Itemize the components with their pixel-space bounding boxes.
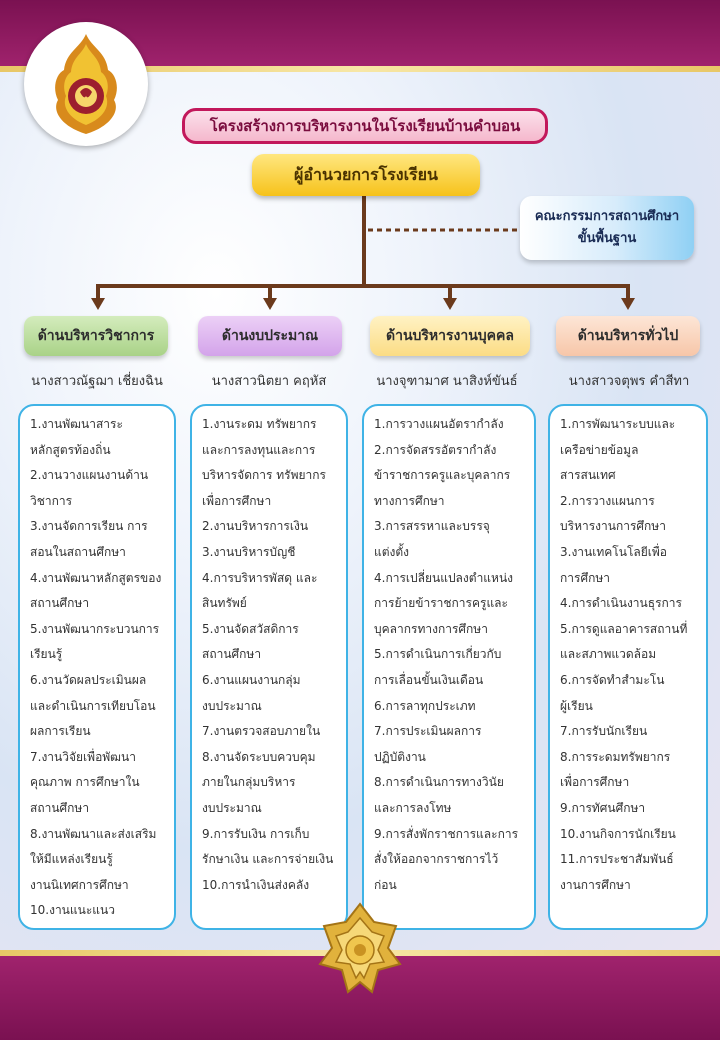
dept-item-line: 6.การจัดทำสำมะโน xyxy=(560,672,665,687)
dept-academic-panel xyxy=(18,404,176,930)
dept-item-line: 10.การนำเงินส่งคลัง xyxy=(202,877,310,892)
dept-general-panel xyxy=(548,404,708,930)
page-title: โครงสร้างการบริหารงานในโรงเรียนบ้านคำบอน xyxy=(182,108,548,144)
dept-item-line: 6.งานแผนงานกลุ่ม xyxy=(202,672,301,687)
dept-item-line: ก่อน xyxy=(374,877,397,892)
dept-item-line: และดำเนินการเทียบโอน xyxy=(30,698,156,713)
dept-item-line: 7.งานตรวจสอบภายใน xyxy=(202,724,321,739)
dept-item-line: เพื่อการศึกษา xyxy=(202,493,272,508)
dept-item-line: บริหารจัดการ ทรัพยากร xyxy=(202,468,326,483)
gold-ornament-icon xyxy=(318,902,402,998)
dept-item-line: ผู้เรียน xyxy=(560,698,593,713)
dept-item-line: 5.งานพัฒนากระบวนการ xyxy=(30,621,160,636)
director-box: ผู้อำนวยการโรงเรียน xyxy=(252,154,480,196)
dept-item-line: สถานศึกษา xyxy=(30,800,90,815)
dept-item-line: 3.การสรรหาและบรรจุ xyxy=(374,519,490,534)
dept-general-head: นางสาวจตุพร คำสีทา xyxy=(568,374,690,389)
dept-academic-head: นางสาวณัฐฌา เชี่ยงฉิน xyxy=(31,374,163,389)
dept-item-line: 9.การทัศนศึกษา xyxy=(560,800,646,815)
dept-item-line: 2.งานบริหารการเงิน xyxy=(202,519,309,534)
dept-item-line: 1.การพัฒนาระบบและ xyxy=(560,417,676,431)
dept-item-line: การย้ายข้าราชการครูและ xyxy=(374,596,508,611)
dept-academic-header: ด้านบริหารวิชาการ xyxy=(24,316,168,356)
dept-item-line: 10.งานกิจการนักเรียน xyxy=(560,826,676,841)
dept-item-line: เรียนรู้ xyxy=(30,647,63,662)
dept-item-line: 1.งานระดม ทรัพยากร xyxy=(202,417,317,431)
dept-item-line: 2.การจัดสรรอัตรากำลัง xyxy=(374,442,497,457)
dept-item-line: 8.งานพัฒนาและส่งเสริม xyxy=(30,826,157,841)
dept-personnel-head: นางจุฑามาศ นาสิงห์ขันธ์ xyxy=(376,374,518,389)
dept-item-line: 5.การดำเนินการเกี่ยวกับ xyxy=(374,647,502,662)
dept-item-line: 6.การลาทุกประเภท xyxy=(374,698,476,713)
dept-item-line: รักษาเงิน และการจ่ายเงิน xyxy=(202,852,334,867)
dept-item-line: 8.งานจัดระบบควบคุม xyxy=(202,749,316,764)
dept-item-line: บุคลากรทางการศึกษา xyxy=(374,621,488,636)
dept-item-line: เครือข่ายข้อมูล xyxy=(560,442,639,457)
dept-item-line: 9.การสั่งพักราชการและการ xyxy=(374,826,519,841)
dept-item-line: 4.การบริหารพัสดุ และ xyxy=(202,570,318,585)
dept-item-line: 7.งานวิจัยเพื่อพัฒนา xyxy=(30,749,136,764)
dept-general-header: ด้านบริหารทั่วไป xyxy=(556,316,700,356)
dept-item-line: ผลการเรียน xyxy=(30,724,91,739)
dept-item-line: สารสนเทศ xyxy=(560,468,616,483)
dept-item-line: การเลื่อนขั้นเงินเดือน xyxy=(374,672,484,687)
dept-item-line: 9.การรับเงิน การเก็บ xyxy=(202,826,310,841)
dept-item-line: ทางการศึกษา xyxy=(374,493,445,508)
dept-item-line: 8.การระดมทรัพยากร xyxy=(560,749,671,764)
dept-item-line: งานการศึกษา xyxy=(560,877,631,892)
dept-item-line: งบประมาณ xyxy=(202,698,262,713)
dept-item-line: วิชาการ xyxy=(30,493,73,508)
dept-item-line: ภายในกลุ่มบริหาร xyxy=(202,775,296,790)
dept-item-line: 7.การประเมินผลการ xyxy=(374,724,482,739)
dept-item-line: 8.การดำเนินการทางวินัย xyxy=(374,775,504,790)
dept-item-line: 4.การดำเนินงานธุรการ xyxy=(560,596,682,611)
dept-item-line: และสภาพแวดล้อม xyxy=(560,647,657,662)
dept-item-line: ปฏิบัติงาน xyxy=(374,749,426,764)
dept-item-line: 2.การวางแผนการ xyxy=(560,493,655,508)
dept-item-line: 2.งานวางแผนงานด้าน xyxy=(30,468,149,483)
dept-item-line: ให้มีแหล่งเรียนรู้ xyxy=(30,852,113,867)
dept-item-line: และการลงทุนและการ xyxy=(202,442,316,457)
dept-item-line: สั่งให้ออกจากราชการไว้ xyxy=(374,852,499,867)
dept-personnel-panel xyxy=(362,404,536,930)
dept-item-line: 4.งานพัฒนาหลักสูตรของ xyxy=(30,570,162,585)
dept-item-line: แต่งตั้ง xyxy=(374,544,410,559)
dept-budget-header: ด้านงบประมาณ xyxy=(198,316,342,356)
dept-item-line: 4.การเปลี่ยนแปลงตำแหน่ง xyxy=(374,570,514,585)
dept-item-line: 5.การดูแลอาคารสถานที่ xyxy=(560,621,688,636)
dept-item-line: เพื่อการศึกษา xyxy=(560,775,630,790)
committee-box xyxy=(520,196,694,260)
dept-item-line: สอนในสถานศึกษา xyxy=(30,544,126,559)
dept-item-line: 1.การวางแผนอัตรากำลัง xyxy=(374,417,504,431)
dept-item-line: งานนิเทศการศึกษา xyxy=(30,877,129,892)
committee-line-1: คณะกรรมการสถานศึกษา xyxy=(534,209,680,224)
dept-budget-panel xyxy=(190,404,348,930)
dept-item-line: และการลงโทษ xyxy=(374,800,452,815)
dept-item-line: 6.งานวัดผลประเมินผล xyxy=(30,672,147,687)
dept-item-line: 3.งานบริหารบัญชี xyxy=(202,544,296,559)
dept-item-line: 1.งานพัฒนาสาระ xyxy=(30,417,123,431)
dept-item-line: 5.งานจัดสวัสดิการ xyxy=(202,621,299,636)
dept-item-line: สินทรัพย์ xyxy=(202,596,247,611)
committee-line-2: ขั้นพื้นฐาน xyxy=(577,231,637,246)
dept-personnel-header: ด้านบริหารงานบุคคล xyxy=(370,316,530,356)
dept-item-line: 11.การประชาสัมพันธ์ xyxy=(560,852,674,867)
dept-item-line: งบประมาณ xyxy=(202,800,262,815)
dept-item-line: สถานศึกษา xyxy=(202,647,262,662)
dept-item-line: 3.งานเทคโนโลยีเพื่อ xyxy=(560,544,667,559)
dept-item-line: หลักสูตรท้องถิ่น xyxy=(30,442,111,457)
dept-item-line: ข้าราชการครูและบุคลากร xyxy=(374,468,511,483)
dept-item-line: บริหารงานการศึกษา xyxy=(560,519,666,534)
dept-item-line: คุณภาพ การศึกษาใน xyxy=(30,775,140,790)
dept-item-line: สถานศึกษา xyxy=(30,596,90,611)
dept-item-line: 7.การรับนักเรียน xyxy=(560,724,648,739)
dept-item-line: การศึกษา xyxy=(560,570,610,585)
dept-item-line: 3.งานจัดการเรียน การ xyxy=(30,519,148,534)
dept-item-line: 10.งานแนะแนว xyxy=(30,903,115,918)
dept-budget-head: นางสาวนิตยา คฤหัส xyxy=(211,374,327,389)
